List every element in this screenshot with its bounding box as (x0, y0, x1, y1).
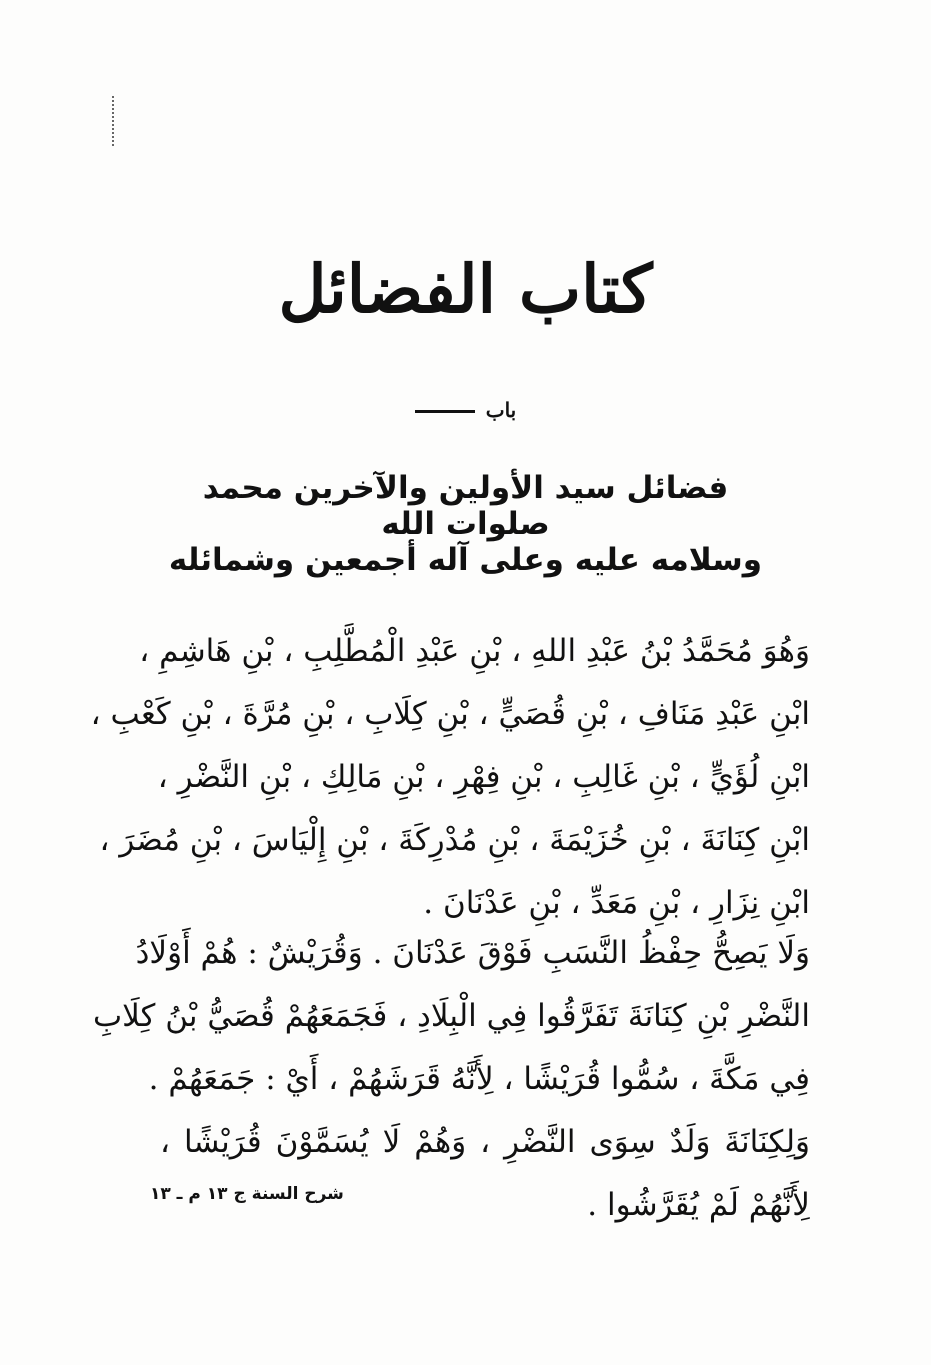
text-line: ابْنِ عَبْدِ مَنَافِ ، بْنِ قُصَيٍّ ، بْنِ كِلَابِ ، بْنِ مُرَّةَ ، بْنِ كَعْبِ ، (90, 696, 810, 732)
page-footer-signature: شرح السنة ج ١٣ م ـ ١٣ (150, 1184, 344, 1204)
chapter-heading-line-1: فضائل سيد الأولين والآخرين محمد صلوات الله (202, 470, 729, 542)
text-line: وَلَا يَصِحُّ حِفْظُ النَّسَبِ فَوْقَ عَدْنَانَ . وَقُرَيْشٌ : هُمْ أَوْلَادُ (135, 935, 810, 971)
book-title: كتاب الفضائل (278, 250, 653, 328)
text-line: وَلِكِنَانَةَ وَلَدٌ سِوَى النَّضْرِ ، وَهُمْ لَا يُسَمَّوْنَ قُرَيْشًا ، (160, 1124, 810, 1160)
text-line: النَّضْرِ بْنِ كِنَانَةَ تَفَرَّقُوا فِي الْبِلَادِ ، فَجَمَعَهُمْ قُصَيُّ بْنُ كِلَابِ (92, 998, 810, 1034)
section-label (0, 398, 931, 422)
text-line: ابْنِ نِزَارِ ، بْنِ مَعَدِّ ، بْنِ عَدْنَانَ . (423, 885, 810, 921)
text-line: فِي مَكَّةَ ، سُمُّوا قُرَيْشًا ، لِأَنَّهُ قَرَشَهُمْ ، أَيْ : جَمَعَهُمْ . (148, 1061, 810, 1097)
paragraph-lineage (90, 620, 810, 935)
section-label-text: باب (485, 398, 517, 422)
scan-marks (112, 96, 120, 146)
chapter-heading-line-2: وسلامه عليه وعلى آله أجمعين وشمائله (168, 542, 763, 578)
section-label-rule (415, 410, 475, 413)
text-line: لِأَنَّهُمْ لَمْ يُقَرَّشُوا . (587, 1187, 810, 1223)
text-line: ابْنِ لُؤَيٍّ ، بْنِ غَالِبِ ، بْنِ فِهْرِ ، بْنِ مَالِكِ ، بْنِ النَّضْرِ ، (157, 759, 810, 795)
text-line: ابْنِ كِنَانَةَ ، بْنِ خُزَيْمَةَ ، بْنِ مُدْرِكَةَ ، بْنِ إِلْيَاسَ ، بْنِ مُضَرَ ، (99, 822, 810, 858)
text-line: وَهُوَ مُحَمَّدُ بْنُ عَبْدِ اللهِ ، بْنِ عَبْدِ الْمُطَّلِبِ ، بْنِ هَاشِمِ ، (139, 633, 810, 669)
